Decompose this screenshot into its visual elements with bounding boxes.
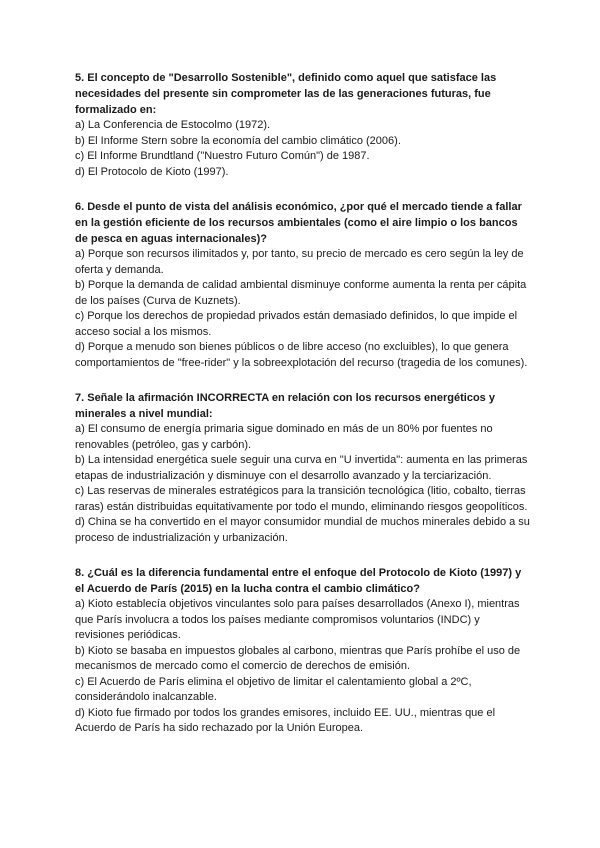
option-b: b) Kioto se basaba en impuestos globales al carbono, mientras que París prohíbe el uso de mecanismos de mercado como el comercio de derechos de emisión.: [75, 644, 521, 672]
document-page: [75, 70, 530, 756]
option-b: b) Porque la demanda de calidad ambiental disminuye conforme aumenta la renta per cápita de los países (Curva de Kuznets).: [75, 279, 527, 307]
option-c: c) El Acuerdo de París elimina el objetivo de limitar el calentamiento global a 2ºC, considerándolo inalcanzable.: [75, 675, 472, 703]
option-d: d) El Protocolo de Kioto (1997).: [75, 165, 229, 178]
option-d: d) China se ha convertido en el mayor consumidor mundial de muchos minerales debido a su proceso de industrialización y urbanización.: [75, 516, 530, 544]
question-title: 7. Señale la afirmación INCORRECTA en relación con los recursos energéticos y minerales a nivel mundial:: [75, 392, 495, 420]
question-5: [75, 70, 530, 180]
option-a: a) El consumo de energía primaria sigue dominado en más de un 80% por fuentes no renovables (petróleo, gas y carbón).: [75, 423, 493, 451]
option-a: a) La Conferencia de Estocolmo (1972).: [75, 119, 271, 131]
option-c: c) El Informe Brundtland ("Nuestro Futuro Común") de 1987.: [75, 150, 370, 162]
option-a: a) Kioto establecía objetivos vinculantes solo para países desarrollados (Anexo I), mientras que París involucra a todos los países mediante compromisos voluntarios (INDC) y revisiones periódicas.: [75, 598, 520, 641]
option-c: c) Las reservas de minerales estratégicos para la transición tecnológica (litio, cobalto, tierras raras) están distribuidas equitativamente por todo el mundo, eliminando riesgos geopolíticos.: [75, 485, 528, 513]
question-title: 5. El concepto de "Desarrollo Sostenible", definido como aquel que satisface las necesidades del presente sin comprometer las de las generaciones futuras, fue formalizado en:: [75, 72, 497, 116]
option-d: d) Kioto fue firmado por todos los grandes emisores, incluido EE. UU., mientras que el Acuerdo de París ha sido rechazado por la Unión Europea.: [75, 706, 496, 734]
question-title: 8. ¿Cuál es la diferencia fundamental entre el enfoque del Protocolo de Kioto (1997) y el Acuerdo de París (2015) en la lucha contra el cambio climático?: [75, 567, 522, 595]
option-b: b) La intensidad energética suele seguir una curva en "U invertida": aumenta en las primeras etapas de industrialización y disminuye con el desarrollo avanzado y la terciarización.: [75, 454, 528, 482]
option-a: a) Porque son recursos ilimitados y, por tanto, su precio de mercado es cero según la ley de oferta y demanda.: [75, 248, 524, 276]
option-c: c) Porque los derechos de propiedad privados están demasiado definidos, lo que impide el acceso social a los mismos.: [75, 310, 518, 338]
option-d: d) Porque a menudo son bienes públicos o de libre acceso (no excluibles), lo que genera comportamientos de "free-rider" y la sobreexplotación del recurso (tragedia de los comunes).: [75, 341, 528, 369]
question-6: [75, 199, 530, 371]
question-title: 6. Desde el punto de vista del análisis económico, ¿por qué el mercado tiende a fallar en la gestión eficiente de los recursos ambientales (como el aire limpio o los bancos de pesca en aguas internacionales)?: [75, 201, 522, 245]
question-7: [75, 390, 530, 546]
question-8: [75, 565, 530, 737]
option-b: b) El Informe Stern sobre la economía del cambio climático (2006).: [75, 134, 401, 147]
